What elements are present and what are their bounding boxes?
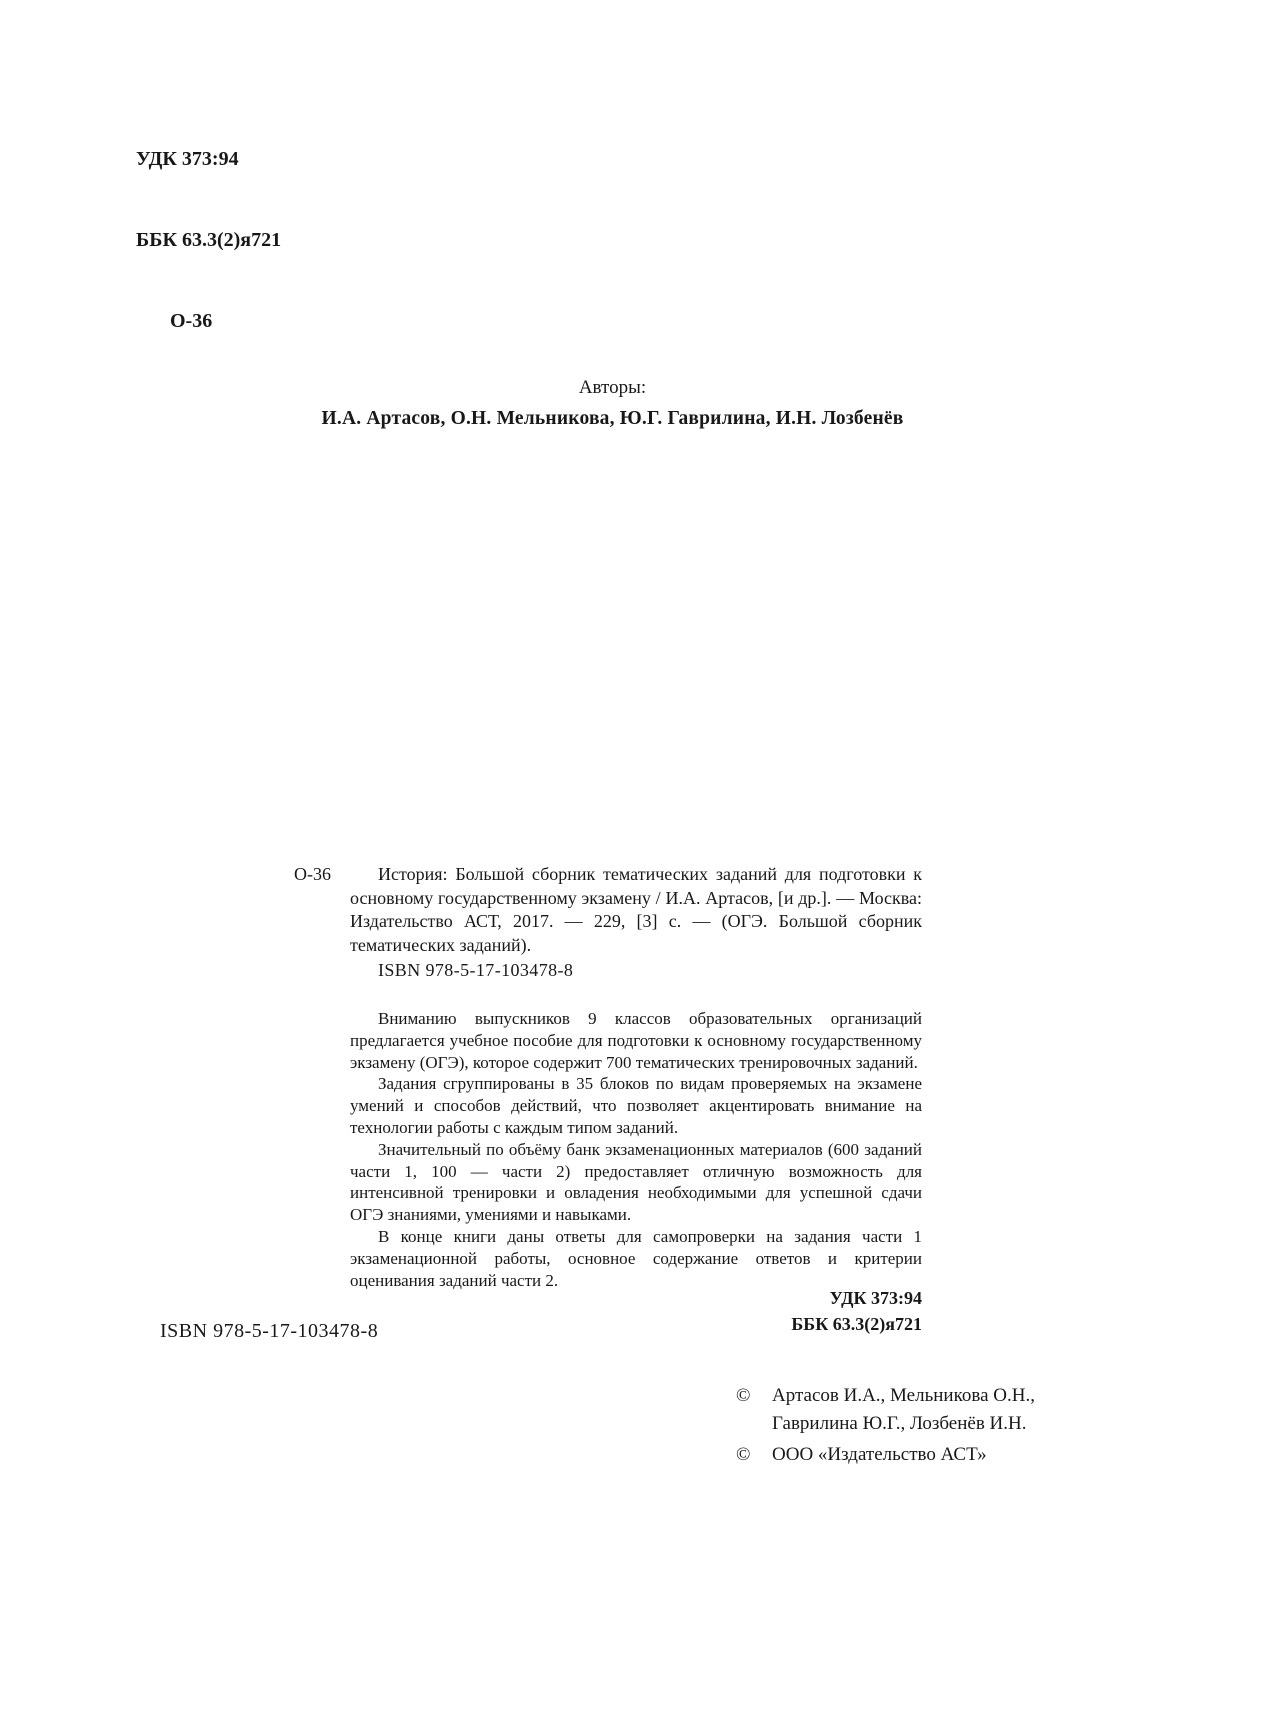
author-sign-code-top: О-36 (170, 310, 213, 332)
copyright-block (736, 1382, 1100, 1472)
bbk-code-top: ББК 63.3(2)я721 (136, 229, 282, 251)
copyright-publisher: ООО «Издательство АСТ» (772, 1444, 987, 1465)
annotation-block (350, 1008, 922, 1291)
copyright-symbol: © (736, 1444, 751, 1465)
authors-names: И.А. Артасов, О.Н. Мельникова, Ю.Г. Гаврилина, И.Н. Лозбенёв (321, 408, 904, 429)
annotation-paragraph: Значительный по объёму банк экзаменационных материалов (600 заданий части 1, 100 — части 2) предоставляет отличную возможность для интенсивной тренировки и овладения необходимыми для успешной сдачи ОГЭ знаниями, умениями и навыками. (350, 1139, 922, 1225)
copyright-authors: Артасов И.А., Мельникова О.Н., Гаврилина Ю.Г., Лозбенёв И.Н. (772, 1385, 1035, 1434)
bottom-classification-codes (350, 1285, 922, 1337)
catalog-author-sign-code: О-36 (294, 864, 331, 884)
authors-block (0, 372, 1225, 434)
authors-heading: Авторы: (578, 377, 647, 398)
copyright-symbol: © (736, 1385, 751, 1406)
annotation-paragraph: Задания сгруппированы в 35 блоков по видам проверяемых на экзамене умений и способов действий, что позволяет акцентировать внимание на технологии работы с каждым типом заданий. (350, 1074, 922, 1137)
catalog-description: История: Большой сборник тематических заданий для подготовки к основному государственному экзамену / И.А. Артасов, [и др.]. — Москва: Издательство АСТ, 2017. — 229, [3] с. — (ОГЭ. Большой сборник тематических заданий). (350, 864, 922, 955)
catalog-card-block (294, 863, 922, 983)
udk-code-top: УДК 373:94 (136, 148, 239, 170)
top-classification-codes (136, 92, 281, 389)
udk-code-bottom: УДК 373:94 (829, 1288, 922, 1308)
copyright-entry (736, 1382, 1100, 1438)
annotation-paragraph: Вниманию выпускников 9 классов образовательных организаций предлагается учебное пособие для подготовки к основному государственному экзамену (ОГЭ), которое содержит 700 тематических тренировочных заданий. (350, 1009, 922, 1072)
isbn-bottom: ISBN 978-5-17-103478-8 (160, 1320, 379, 1342)
copyright-entry (736, 1441, 1100, 1469)
annotation-paragraph: В конце книги даны ответы для самопроверки на задания части 1 экзаменационной работы, основное содержание ответов и критерии оценивания заданий части 2. (350, 1226, 922, 1290)
catalog-isbn: ISBN 978-5-17-103478-8 (378, 960, 574, 980)
bbk-code-bottom: ББК 63.3(2)я721 (791, 1314, 922, 1334)
